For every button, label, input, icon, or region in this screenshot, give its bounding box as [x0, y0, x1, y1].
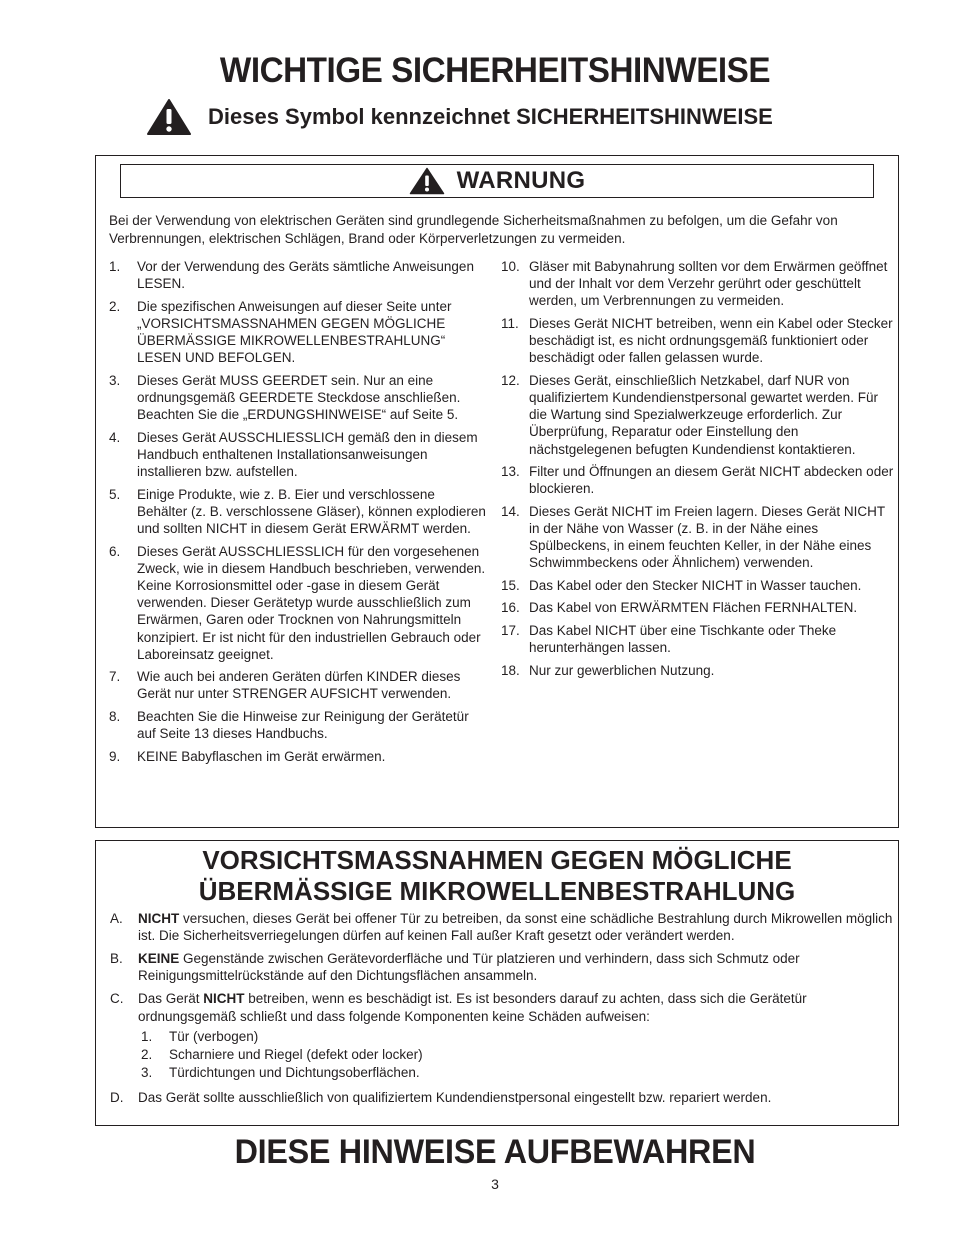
list-item: 17. Das Kabel NICHT über eine Tischkante oder Theke herunterhängen lassen.	[501, 622, 837, 656]
list-item: 18. Nur zur gewerblichen Nutzung.	[501, 662, 715, 678]
sublist-item: 1. Tür (verbogen)	[141, 1028, 259, 1044]
symbol-explanation	[146, 97, 773, 137]
list-item: 12. Dieses Gerät, einschließlich Netzkabel, darf NUR von qualifiziertem Kundendienstpersonal gewartet werden. Für die Wartung sind Spezialwerkzeuge erforderlich. Zur Überprüfung, Reparatur oder Einstellung den nächstgelegenen befugten Kundendienst kontaktieren.	[501, 372, 878, 457]
precaution-item-c: C. Das Gerät NICHT betreiben, wenn es beschädigt ist. Es ist besonders darauf zu achten, dass sich die Gerätetür ordnungsgemäß schließt und dass folgende Komponenten keine Schäden aufweisen: 1. Tür (verbogen) 2. Scharniere und Riegel (defekt oder locker) 3. Türdichtungen und Dichtungsoberflächen.	[110, 990, 895, 1082]
list-item: 13. Filter und Öffnungen an diesem Gerät NICHT abdecken oder blockieren.	[501, 464, 894, 497]
footer-title: DIESE HINWEISE AUFBEWAHREN	[234, 1133, 756, 1171]
symbol-explanation-text: Dieses Symbol kennzeichnet SICHERHEITSHINWEISE	[208, 104, 773, 129]
warning-list-left	[109, 258, 487, 770]
precaution-item-d: D. Das Gerät sollte ausschließlich von qualifiziertem Kundendienstpersonal eingestellt bzw. repariert werden.	[110, 1089, 772, 1105]
list-item: 2. Die spezifischen Anweisungen auf dieser Seite unter „VORSICHTSMASSNAHMEN GEGEN MÖGLICHE ÜBERMÄSSIGE MIKROWELLENBESTRAHLUNG“ LESEN UND BEFOLGEN.	[109, 298, 452, 366]
precaution-title	[95, 845, 899, 907]
list-item: 4. Dieses Gerät AUSSCHLIESSLICH gemäß den in diesem Handbuch enthaltenen Installationsanweisungen installieren bzw. aufstellen.	[109, 429, 478, 480]
list-item: 7. Wie auch bei anderen Geräten dürfen KINDER dieses Gerät nur unter STRENGER AUFSICHT verwenden.	[109, 669, 461, 702]
list-item: 9. KEINE Babyflaschen im Gerät erwärmen.	[109, 748, 386, 764]
precaution-title-line1: VORSICHTSMASSNAHMEN GEGEN MÖGLICHE	[202, 845, 792, 875]
precaution-sublist	[141, 1028, 895, 1083]
precaution-item-b: B. KEINE Gegenstände zwischen Gerätevorderfläche und Tür platzieren und verhindern, dass sich Schmutz oder Reinigungsmittelrückstände auf den Dichtungsflächen ansammeln.	[110, 951, 800, 984]
list-item: 1. Vor der Verwendung des Geräts sämtliche Anweisungen LESEN.	[109, 259, 474, 292]
page-number: 3	[491, 1176, 499, 1192]
list-item: 6. Dieses Gerät AUSSCHLIESSLICH für den vorgesehenen Zweck, wie in diesem Handbuch beschrieben, verwenden. Keine Korrosionsmittel oder -gase in diesem Gerät verwenden. Dieser Gerätetyp wurde ausschließlich zum Erwärmen, Garen oder Trocknen von Nahrungsmitteln konzipiert. Er ist nicht für den industriellen Gebrauch oder Laboreinsatz geeignet.	[109, 543, 486, 662]
list-item: 15. Das Kabel oder den Stecker NICHT in Wasser tauchen.	[501, 577, 862, 593]
list-item: 8. Beachten Sie die Hinweise zur Reinigung der Gerätetür auf Seite 13 dieses Handbuchs.	[109, 708, 469, 742]
precaution-list	[110, 910, 895, 1111]
warning-triangle-icon	[409, 167, 445, 195]
sublist-item: 3. Türdichtungen und Dichtungsoberflächen.	[141, 1065, 420, 1081]
warning-list-right	[501, 258, 894, 684]
precaution-title-line2: ÜBERMÄSSIGE MIKROWELLENBESTRAHLUNG	[198, 876, 796, 906]
warning-header	[120, 164, 874, 198]
sublist-item: 2. Scharniere und Riegel (defekt oder locker)	[141, 1047, 423, 1063]
list-item: 16. Das Kabel von ERWÄRMTEN Flächen FERNHALTEN.	[501, 600, 858, 616]
list-item: 5. Einige Produkte, wie z. B. Eier und verschlossene Behälter (z. B. verschlossene Gläser), können explodieren und sollten NICHT in diesem Gerät ERWÄRMT werden.	[109, 486, 486, 537]
list-item: 11. Dieses Gerät NICHT betreiben, wenn ein Kabel oder Stecker beschädigt ist, es nicht ordnungsgemäß funktioniert oder beschädigt oder fallen gelassen wurde.	[501, 315, 893, 366]
list-item: 3. Dieses Gerät MUSS GEERDET sein. Nur an eine ordnungsgemäß GEERDETE Steckdose anschließen. Beachten Sie die „ERDUNGSHINWEISE“ auf Seite 5.	[109, 372, 461, 423]
warning-triangle-icon	[146, 98, 192, 136]
precaution-item-a: A. NICHT versuchen, dieses Gerät bei offener Tür zu betreiben, da sonst eine schädliche Bestrahlung durch Mikrowellen möglich ist. Die Sicherheitsverriegelungen dürfen auf keinen Fall außer Kraft gesetzt oder verändert werden.	[110, 911, 893, 944]
list-item: 14. Dieses Gerät NICHT im Freien lagern. Dieses Gerät NICHT in der Nähe von Wasser (z. B. in der Nähe eines Spülbeckens, in einem feuchten Keller, in der Nähe eines Schwimmbeckens oder Ähnlichem) verwenden.	[501, 503, 885, 571]
list-item: 10. Gläser mit Babynahrung sollten vor dem Erwärmen geöffnet und der Inhalt vor dem Verzehr gerührt oder geschüttelt werden, um Verbrennungen zu vermeiden.	[501, 259, 888, 309]
page-title: WICHTIGE SICHERHEITSHINWEISE	[219, 51, 771, 90]
warning-label: WARNUNG	[456, 167, 586, 194]
warning-intro: Bei der Verwendung von elektrischen Geräten sind grundlegende Sicherheitsmaßnahmen zu befolgen, um die Gefahr von Verbrennungen, elektrischen Schlägen, Brand oder Körperverletzungen zu vermeiden.	[109, 213, 838, 246]
